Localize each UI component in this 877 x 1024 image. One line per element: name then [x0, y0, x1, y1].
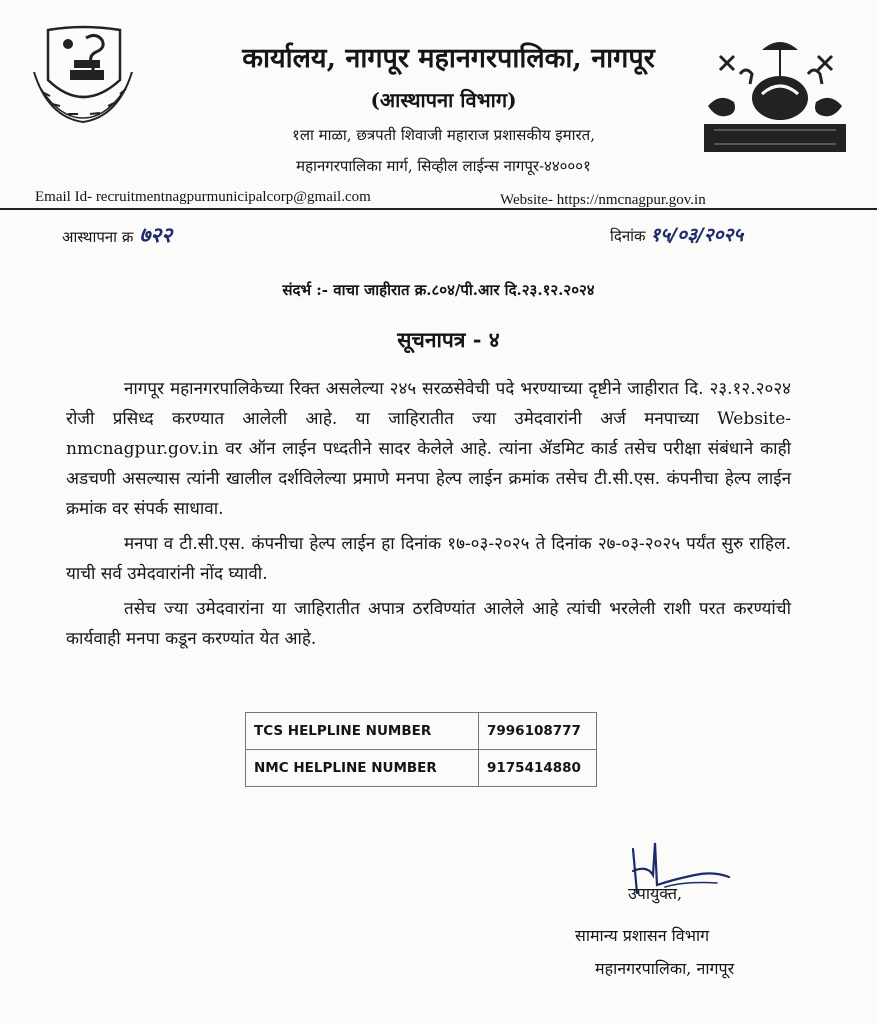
helpline-label: NMC HELPLINE NUMBER: [246, 750, 479, 787]
address-line-1: १ला माळा, छत्रपती शिवाजी महाराज प्रशासकीय इमारत,: [292, 126, 595, 144]
body-paragraph-2: मनपा व टी.सी.एस. कंपनीचा हेल्प लाईन हा दिनांक १७-०३-२०२५ ते दिनांक २७-०३-२०२५ पर्यंत सुरु राहिल. याची सर्व उमेदवारांनी नोंद घ्यावी.: [66, 534, 791, 584]
signatory-designation: उपायुक्त,: [628, 884, 683, 903]
reference-statement: संदर्भ :- वाचा जाहीरात क्र.८०४/पी.आर दि.२३.१२.२०२४: [282, 281, 595, 299]
helpline-label: TCS HELPLINE NUMBER: [246, 713, 479, 750]
body-paragraph-3: तसेच ज्या उमेदवारांना या जाहिरातीत अपात्र ठरविण्यांत आलेले आहे त्यांची भरलेली राशी परत करण्यांची कार्यवाही मनपा कडून करण्यांत येत आहे.: [66, 599, 791, 649]
notice-body: [66, 374, 791, 659]
helpline-row: [246, 713, 597, 750]
department-subtitle: (आस्थापना विभाग): [370, 88, 517, 112]
helpline-table: [245, 712, 597, 787]
date-line: [610, 221, 743, 247]
office-title: कार्यालय, नागपूर महानगरपालिका, नागपूर: [242, 43, 655, 74]
email-line: Email Id- recruitmentnagpurmunicipalcorp@gmail.com: [35, 189, 371, 205]
website-line: Website- https://nmcnagpur.gov.in: [500, 192, 706, 208]
signatory-department: सामान्य प्रशासन विभाग: [575, 926, 710, 945]
body-paragraph-1: नागपूर महानगरपालिकेच्या रिक्त असलेल्या २४५ सरळसेवेची पदे भरण्याच्या दृष्टीने जाहीरात दि. २३.१२.२०२४ रोजी प्रसिध्द करण्यात आलेली आहे. या जाहिरातीत ज्या उमेदवारांनी अर्ज मनपाच्या Website-nmcnagpur.gov.in वर ऑन लाईन पध्दतीने सादर केलेले आहे. त्यांना ॲडमिट कार्ड तसेच परीक्षा संबंधाने काही अडचणी असल्यास त्यांनी खालील दर्शविलेल्या प्रमाणे मनपा हेल्प लाईन क्रमांक तसेच टी.सी.एस. कंपनीचा हेल्प लाईन क्रमांक वर संपर्क साधावा.: [66, 379, 791, 519]
header-divider: [0, 208, 877, 210]
address-line-2: महानगरपालिका मार्ग, सिव्हील लाईन्स नागपूर-४४०००१: [296, 157, 591, 175]
signatory-organization: महानगरपालिका, नागपूर: [595, 959, 735, 978]
helpline-number: 7996108777: [479, 713, 597, 750]
reference-number-line: [62, 221, 172, 249]
date-label: दिनांक: [610, 227, 646, 245]
reference-number: ७२२: [139, 223, 173, 247]
helpline-number: 9175414880: [479, 750, 597, 787]
helpline-row: [246, 750, 597, 787]
reference-label: आस्थापना क्र: [62, 228, 134, 246]
notice-title: सूचनापत्र - ४: [397, 327, 500, 352]
date-value: १५/०३/२०२५: [650, 224, 744, 246]
